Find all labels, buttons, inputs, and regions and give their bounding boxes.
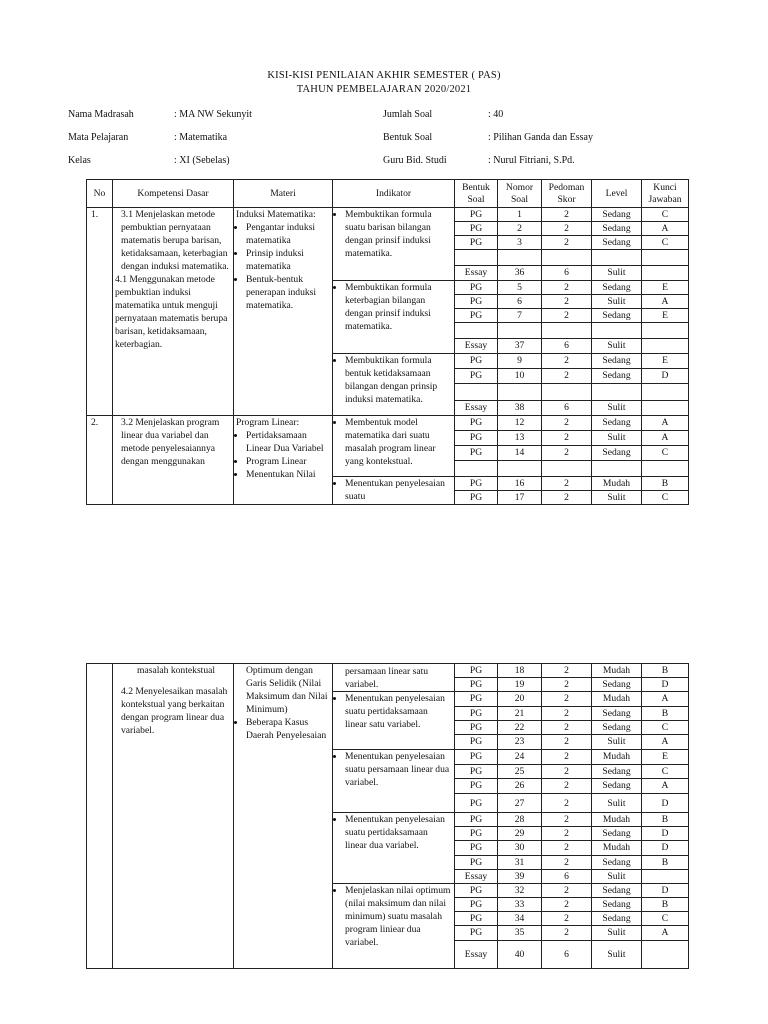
indikator-text: • Menentukan penyelesaian suatu pertidaksamaan linear dua variabel. xyxy=(345,813,452,852)
kd-4-1: 4.1 Menggunakan metode pembuktian induksi matematika untuk menguji pernyataan matematis berupa barisan, ketidaksamaan, keterbagian. xyxy=(115,274,228,350)
bentuk-soal-cell: PG xyxy=(455,309,498,323)
label-bentuk-soal: Bentuk Soal xyxy=(383,132,433,143)
nomor-soal-cell: 24 xyxy=(498,750,542,765)
nomor-soal-cell: 21 xyxy=(498,707,542,721)
pedoman-skor-cell: 2 xyxy=(542,678,592,692)
pedoman-skor-cell: 2 xyxy=(542,354,592,369)
bentuk-soal-cell: PG xyxy=(455,750,498,765)
nomor-soal-cell: 13 xyxy=(498,431,542,446)
level-cell: Sedang xyxy=(592,779,642,794)
bentuk-soal-cell xyxy=(455,461,498,477)
nomor-soal-cell: 14 xyxy=(498,446,542,461)
bentuk-soal-cell: PG xyxy=(455,416,498,431)
header-materi: Materi xyxy=(234,180,333,208)
nomor-soal-cell: 19 xyxy=(498,678,542,692)
bentuk-soal-cell: PG xyxy=(455,369,498,384)
pedoman-skor-cell: 6 xyxy=(542,941,592,969)
level-cell: Sedang xyxy=(592,912,642,926)
materi-1-title: Induksi Matematika: xyxy=(236,209,316,220)
materi-2-title: Program Linear: xyxy=(236,417,300,428)
indikator-1 xyxy=(333,208,455,281)
kd-3-2-cont: masalah kontekstual xyxy=(137,665,216,676)
level-cell: Sedang xyxy=(592,369,642,384)
bentuk-soal-cell: PG xyxy=(455,707,498,721)
pedoman-skor-cell: 6 xyxy=(542,401,592,416)
kunci-jawaban-cell: A xyxy=(642,735,689,750)
label-jumlah-soal: Jumlah Soal xyxy=(383,109,433,120)
nomor-soal-cell: 35 xyxy=(498,926,542,941)
kunci-jawaban-cell: E xyxy=(642,281,689,295)
bentuk-soal-cell: PG xyxy=(455,281,498,295)
label-nama-madrasah: Nama Madrasah xyxy=(68,109,134,120)
kompetensi-dasar-2-cont xyxy=(113,664,234,969)
label-guru: Guru Bid. Studi xyxy=(383,155,447,166)
bentuk-soal-cell: PG xyxy=(455,765,498,779)
level-cell: Sedang xyxy=(592,884,642,898)
level-cell: Mudah xyxy=(592,841,642,856)
level-cell: Sulit xyxy=(592,339,642,354)
nomor-soal-cell: 17 xyxy=(498,491,542,505)
pedoman-skor-cell xyxy=(542,384,592,401)
kunci-jawaban-cell xyxy=(642,266,689,281)
kunci-jawaban-cell: D xyxy=(642,794,689,813)
level-cell: Mudah xyxy=(592,692,642,707)
pedoman-skor-cell: 2 xyxy=(542,813,592,827)
pedoman-skor-cell: 2 xyxy=(542,295,592,309)
pedoman-skor-cell: 2 xyxy=(542,416,592,431)
level-cell: Sedang xyxy=(592,446,642,461)
pedoman-skor-cell: 2 xyxy=(542,765,592,779)
level-cell: Mudah xyxy=(592,477,642,491)
level-cell: Sulit xyxy=(592,401,642,416)
kunci-jawaban-cell xyxy=(642,401,689,416)
indikator-7 xyxy=(333,750,455,813)
nomor-soal-cell: 40 xyxy=(498,941,542,969)
kunci-jawaban-cell xyxy=(642,384,689,401)
kunci-jawaban-cell: C xyxy=(642,236,689,250)
bentuk-soal-cell: PG xyxy=(455,236,498,250)
materi-1 xyxy=(234,208,333,416)
pedoman-skor-cell: 2 xyxy=(542,707,592,721)
level-cell: Sulit xyxy=(592,735,642,750)
label-kelas: Kelas xyxy=(68,155,91,166)
kunci-jawaban-cell: C xyxy=(642,208,689,222)
level-cell: Sedang xyxy=(592,222,642,236)
pedoman-skor-cell: 2 xyxy=(542,779,592,794)
nomor-soal-cell: 25 xyxy=(498,765,542,779)
materi-2-cont xyxy=(234,664,333,969)
nomor-soal-cell: 34 xyxy=(498,912,542,926)
pedoman-skor-cell: 6 xyxy=(542,870,592,884)
kunci-jawaban-cell: A xyxy=(642,222,689,236)
header-no: No xyxy=(87,180,113,208)
bentuk-soal-cell: PG xyxy=(455,779,498,794)
level-cell: Sulit xyxy=(592,266,642,281)
kisi-kisi-table-page2 xyxy=(86,663,689,969)
kunci-jawaban-cell: D xyxy=(642,884,689,898)
level-cell: Sedang xyxy=(592,721,642,735)
level-cell: Mudah xyxy=(592,750,642,765)
row-number-2-cont xyxy=(87,664,113,969)
bentuk-soal-cell: PG xyxy=(455,912,498,926)
bentuk-soal-cell: PG xyxy=(455,431,498,446)
indikator-text: • Menentukan penyelesaian suatu xyxy=(345,477,452,503)
label-mata-pelajaran: Mata Pelajaran xyxy=(68,132,129,143)
nomor-soal-cell: 5 xyxy=(498,281,542,295)
indikator-2 xyxy=(333,281,455,354)
nomor-soal-cell: 39 xyxy=(498,870,542,884)
nomor-soal-cell: 7 xyxy=(498,309,542,323)
row-number-1: 1. xyxy=(87,208,113,416)
level-cell: Sedang xyxy=(592,765,642,779)
value-kelas: : XI (Sebelas) xyxy=(174,155,230,166)
level-cell: Sedang xyxy=(592,856,642,870)
bentuk-soal-cell: PG xyxy=(455,664,498,678)
bentuk-soal-cell: PG xyxy=(455,926,498,941)
kunci-jawaban-cell: B xyxy=(642,856,689,870)
indikator-4 xyxy=(333,416,455,477)
kd-4-2: 4.2 Menyelesaikan masalah kontekstual yang berkaitan dengan program linear dua variabel. xyxy=(121,686,228,736)
nomor-soal-cell: 23 xyxy=(498,735,542,750)
level-cell: Sedang xyxy=(592,236,642,250)
pedoman-skor-cell: 2 xyxy=(542,926,592,941)
pedoman-skor-cell xyxy=(542,250,592,266)
bentuk-soal-cell: PG xyxy=(455,856,498,870)
nomor-soal-cell xyxy=(498,461,542,477)
level-cell: Sedang xyxy=(592,678,642,692)
nomor-soal-cell: 37 xyxy=(498,339,542,354)
nomor-soal-cell: 32 xyxy=(498,884,542,898)
kunci-jawaban-cell: E xyxy=(642,354,689,369)
indikator-3 xyxy=(333,354,455,416)
pedoman-skor-cell: 6 xyxy=(542,266,592,281)
bentuk-soal-cell: PG xyxy=(455,692,498,707)
level-cell: Sulit xyxy=(592,431,642,446)
level-cell: Sedang xyxy=(592,898,642,912)
pedoman-skor-cell: 2 xyxy=(542,446,592,461)
level-cell xyxy=(592,384,642,401)
header-level: Level xyxy=(592,180,642,208)
pedoman-skor-cell: 2 xyxy=(542,281,592,295)
pedoman-skor-cell: 2 xyxy=(542,898,592,912)
kunci-jawaban-cell xyxy=(642,941,689,969)
header-bentuk-soal: Bentuk Soal xyxy=(455,180,498,208)
kd-3-1: 3.1 Menjelaskan metode pembuktian pernyataan matematis berupa barisan, ketidaksamaan, keterbagian dengan induksi matematika. xyxy=(121,209,229,272)
nomor-soal-cell: 28 xyxy=(498,813,542,827)
bentuk-soal-cell: PG xyxy=(455,446,498,461)
pedoman-skor-cell: 2 xyxy=(542,222,592,236)
level-cell xyxy=(592,250,642,266)
bentuk-soal-cell: Essay xyxy=(455,401,498,416)
kunci-jawaban-cell: A xyxy=(642,779,689,794)
level-cell: Mudah xyxy=(592,813,642,827)
header-indikator: Indikator xyxy=(333,180,455,208)
level-cell: Sedang xyxy=(592,707,642,721)
kunci-jawaban-cell: B xyxy=(642,707,689,721)
bentuk-soal-cell: PG xyxy=(455,208,498,222)
bentuk-soal-cell: PG xyxy=(455,884,498,898)
bentuk-soal-cell xyxy=(455,323,498,339)
kunci-jawaban-cell xyxy=(642,461,689,477)
kunci-jawaban-cell: B xyxy=(642,898,689,912)
pedoman-skor-cell: 2 xyxy=(542,827,592,841)
header-nomor-soal: Nomor Soal xyxy=(498,180,542,208)
kunci-jawaban-cell: D xyxy=(642,827,689,841)
nomor-soal-cell: 38 xyxy=(498,401,542,416)
level-cell xyxy=(592,461,642,477)
nomor-soal-cell: 29 xyxy=(498,827,542,841)
indikator-text: • Membuktikan formula keterbagian bilangan dengan prinsif induksi matematika. xyxy=(345,281,452,333)
materi-1-item: • Prinsip induksi matematika xyxy=(246,247,330,273)
bentuk-soal-cell xyxy=(455,384,498,401)
bentuk-soal-cell: Essay xyxy=(455,941,498,969)
indikator-text: • Menentukan penyelesaian suatu pertidaksamaan linear satu variabel. xyxy=(345,692,452,731)
kunci-jawaban-cell: A xyxy=(642,416,689,431)
level-cell: Sedang xyxy=(592,208,642,222)
nomor-soal-cell: 12 xyxy=(498,416,542,431)
pedoman-skor-cell: 6 xyxy=(542,339,592,354)
bentuk-soal-cell: PG xyxy=(455,898,498,912)
level-cell: Sedang xyxy=(592,309,642,323)
nomor-soal-cell: 10 xyxy=(498,369,542,384)
level-cell: Sulit xyxy=(592,794,642,813)
pedoman-skor-cell: 2 xyxy=(542,841,592,856)
kunci-jawaban-cell xyxy=(642,250,689,266)
document-title-line1: KISI-KISI PENILAIAN AKHIR SEMESTER ( PAS) xyxy=(267,70,501,81)
level-cell: Sulit xyxy=(592,926,642,941)
bentuk-soal-cell: PG xyxy=(455,794,498,813)
indikator-5-cont: persamaan linear satu variabel. xyxy=(333,664,455,692)
value-bentuk-soal: : Pilihan Ganda dan Essay xyxy=(488,132,593,143)
level-cell: Sulit xyxy=(592,491,642,505)
indikator-8 xyxy=(333,813,455,884)
materi-2-item: • Menentukan Nilai xyxy=(246,468,330,481)
level-cell: Sulit xyxy=(592,295,642,309)
indikator-text: • Menentukan penyelesaian suatu persamaan linear dua variabel. xyxy=(345,750,452,789)
bentuk-soal-cell: PG xyxy=(455,841,498,856)
level-cell: Sulit xyxy=(592,870,642,884)
nomor-soal-cell: 26 xyxy=(498,779,542,794)
header-pedoman-skor: Pedoman Skor xyxy=(542,180,592,208)
pedoman-skor-cell: 2 xyxy=(542,208,592,222)
nomor-soal-cell: 1 xyxy=(498,208,542,222)
kunci-jawaban-cell: D xyxy=(642,841,689,856)
bentuk-soal-cell: PG xyxy=(455,813,498,827)
indikator-9 xyxy=(333,884,455,969)
pedoman-skor-cell: 2 xyxy=(542,794,592,813)
value-jumlah-soal: : 40 xyxy=(488,109,504,120)
nomor-soal-cell xyxy=(498,323,542,339)
bentuk-soal-cell: PG xyxy=(455,827,498,841)
bentuk-soal-cell: Essay xyxy=(455,266,498,281)
pedoman-skor-cell: 2 xyxy=(542,477,592,491)
level-cell: Sedang xyxy=(592,827,642,841)
pedoman-skor-cell: 2 xyxy=(542,369,592,384)
kunci-jawaban-cell xyxy=(642,870,689,884)
bentuk-soal-cell: PG xyxy=(455,678,498,692)
indikator-text: • Membuktikan formula bentuk ketidaksamaan bilangan dengan prinsip induksi matematika. xyxy=(345,354,452,406)
kd-3-2: 3.2 Menjelaskan program linear dua variabel dan metode penyelesaiannya dengan menggunakan xyxy=(121,417,220,467)
nomor-soal-cell: 33 xyxy=(498,898,542,912)
pedoman-skor-cell: 2 xyxy=(542,884,592,898)
kunci-jawaban-cell: C xyxy=(642,491,689,505)
nomor-soal-cell: 16 xyxy=(498,477,542,491)
kunci-jawaban-cell: A xyxy=(642,295,689,309)
bentuk-soal-cell: PG xyxy=(455,295,498,309)
materi-2-cont-text: Optimum dengan Garis Selidik (Nilai Maksimum dan Nilai Minimum) xyxy=(246,665,328,715)
indikator-text: • Membuktikan formula suatu barisan bilangan dengan prinsif induksi matematika. xyxy=(345,208,452,260)
bentuk-soal-cell: PG xyxy=(455,721,498,735)
indikator-5 xyxy=(333,477,455,505)
nomor-soal-cell: 9 xyxy=(498,354,542,369)
pedoman-skor-cell: 2 xyxy=(542,431,592,446)
kunci-jawaban-cell: A xyxy=(642,692,689,707)
kunci-jawaban-cell: B xyxy=(642,477,689,491)
bentuk-soal-cell: Essay xyxy=(455,339,498,354)
bentuk-soal-cell: PG xyxy=(455,477,498,491)
pedoman-skor-cell: 2 xyxy=(542,750,592,765)
level-cell: Sedang xyxy=(592,416,642,431)
nomor-soal-cell: 27 xyxy=(498,794,542,813)
pedoman-skor-cell: 2 xyxy=(542,692,592,707)
pedoman-skor-cell: 2 xyxy=(542,491,592,505)
pedoman-skor-cell: 2 xyxy=(542,735,592,750)
materi-2-item: • Program Linear xyxy=(246,455,330,468)
pedoman-skor-cell: 2 xyxy=(542,664,592,678)
indikator-6 xyxy=(333,692,455,750)
kunci-jawaban-cell: D xyxy=(642,369,689,384)
row-number-2: 2. xyxy=(87,416,113,505)
header-kunci-jawaban: Kunci Jawaban xyxy=(642,180,689,208)
level-cell xyxy=(592,323,642,339)
nomor-soal-cell: 18 xyxy=(498,664,542,678)
value-guru: : Nurul Fitriani, S.Pd. xyxy=(488,155,575,166)
kunci-jawaban-cell: E xyxy=(642,750,689,765)
bentuk-soal-cell: PG xyxy=(455,491,498,505)
materi-2 xyxy=(234,416,333,505)
kunci-jawaban-cell xyxy=(642,323,689,339)
kunci-jawaban-cell: B xyxy=(642,664,689,678)
indikator-text: • Membentuk model matematika dari suatu masalah program linear yang kontekstual. xyxy=(345,416,452,468)
nomor-soal-cell: 22 xyxy=(498,721,542,735)
kunci-jawaban-cell: C xyxy=(642,912,689,926)
pedoman-skor-cell: 2 xyxy=(542,721,592,735)
kunci-jawaban-cell xyxy=(642,339,689,354)
kunci-jawaban-cell: D xyxy=(642,678,689,692)
nomor-soal-cell xyxy=(498,250,542,266)
kunci-jawaban-cell: A xyxy=(642,431,689,446)
nomor-soal-cell xyxy=(498,384,542,401)
level-cell: Sulit xyxy=(592,941,642,969)
kunci-jawaban-cell: C xyxy=(642,721,689,735)
kompetensi-dasar-1 xyxy=(113,208,234,416)
nomor-soal-cell: 3 xyxy=(498,236,542,250)
value-nama-madrasah: : MA NW Sekunyit xyxy=(174,109,252,120)
value-mata-pelajaran: : Matematika xyxy=(174,132,228,143)
kunci-jawaban-cell: E xyxy=(642,309,689,323)
indikator-text: • Menjelaskan nilai optimum (nilai maksimum dan nilai minimum) suatu masalah program liniear dua variabel. xyxy=(345,884,452,949)
nomor-soal-cell: 6 xyxy=(498,295,542,309)
kunci-jawaban-cell: A xyxy=(642,926,689,941)
level-cell: Sedang xyxy=(592,281,642,295)
pedoman-skor-cell: 2 xyxy=(542,309,592,323)
nomor-soal-cell: 20 xyxy=(498,692,542,707)
pedoman-skor-cell xyxy=(542,323,592,339)
materi-1-item: • Bentuk-bentuk penerapan induksi matematika. xyxy=(246,273,330,312)
pedoman-skor-cell xyxy=(542,461,592,477)
kunci-jawaban-cell: B xyxy=(642,813,689,827)
materi-1-item: • Pengantar induksi matematika xyxy=(246,221,330,247)
level-cell: Sedang xyxy=(592,354,642,369)
pedoman-skor-cell: 2 xyxy=(542,236,592,250)
bentuk-soal-cell: PG xyxy=(455,222,498,236)
kunci-jawaban-cell: C xyxy=(642,446,689,461)
header-kompetensi-dasar: Kompetensi Dasar xyxy=(113,180,234,208)
document-title-line2: TAHUN PEMBELAJARAN 2020/2021 xyxy=(296,84,472,95)
bentuk-soal-cell: PG xyxy=(455,354,498,369)
nomor-soal-cell: 2 xyxy=(498,222,542,236)
kisi-kisi-table-page1 xyxy=(86,179,689,505)
kompetensi-dasar-2 xyxy=(113,416,234,505)
nomor-soal-cell: 36 xyxy=(498,266,542,281)
level-cell: Mudah xyxy=(592,664,642,678)
materi-2-item: • Pertidaksamaan Linear Dua Variabel xyxy=(246,429,330,455)
nomor-soal-cell: 30 xyxy=(498,841,542,856)
pedoman-skor-cell: 2 xyxy=(542,856,592,870)
kunci-jawaban-cell: C xyxy=(642,765,689,779)
pedoman-skor-cell: 2 xyxy=(542,912,592,926)
bentuk-soal-cell: Essay xyxy=(455,870,498,884)
bentuk-soal-cell: PG xyxy=(455,735,498,750)
nomor-soal-cell: 31 xyxy=(498,856,542,870)
bentuk-soal-cell xyxy=(455,250,498,266)
materi-2-item: • Beberapa Kasus Daerah Penyelesaian xyxy=(246,716,330,742)
